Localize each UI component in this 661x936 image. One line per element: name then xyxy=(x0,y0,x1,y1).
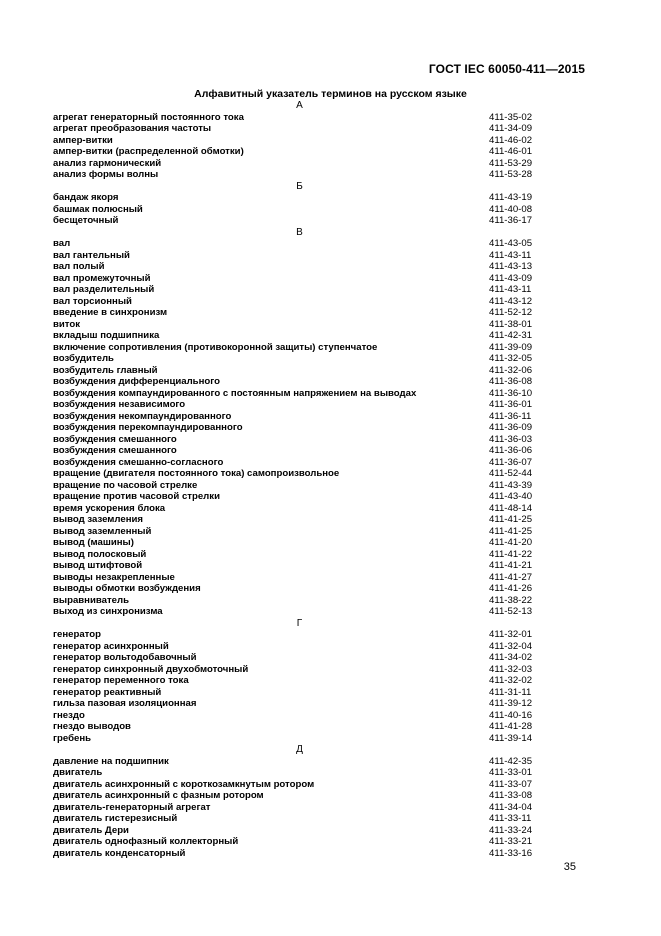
entry-term: вывод полосковый xyxy=(53,548,147,560)
section-letter: Д xyxy=(296,744,303,755)
entry-code: 411-32-06 xyxy=(489,364,533,376)
entry-code: 411-43-09 xyxy=(489,272,533,284)
index-entry xyxy=(53,112,546,124)
entry-term: возбуждения некомпаундированного xyxy=(53,410,232,422)
entry-code: 411-34-02 xyxy=(489,652,533,663)
entry-code: 411-36-09 xyxy=(489,422,533,433)
entry-term: вывод заземления xyxy=(53,514,143,525)
entry-term: генератор вольтодобавочный xyxy=(53,652,197,663)
entry-term: генератор синхронный двухобмоточный xyxy=(53,663,249,675)
index-entry xyxy=(53,123,546,135)
entry-code: 411-33-21 xyxy=(489,836,533,847)
entry-code: 411-38-22 xyxy=(489,594,533,606)
entry-term: анализ гармонический xyxy=(53,157,162,169)
entry-term: гребень xyxy=(53,732,92,744)
entry-code: 411-36-07 xyxy=(489,456,533,468)
entry-code: 411-42-35 xyxy=(489,755,533,767)
entry-term: анализ формы волны xyxy=(53,169,159,180)
entry-code: 411-42-31 xyxy=(489,330,533,341)
entry-code: 411-36-17 xyxy=(489,215,533,226)
entry-code: 411-41-25 xyxy=(489,514,533,525)
entry-term: ампер-витки (распределенной обмотки) xyxy=(53,146,244,157)
entry-term: вал разделительный xyxy=(53,284,155,295)
index-entry xyxy=(53,192,546,204)
entry-code: 411-36-08 xyxy=(489,376,533,387)
term-index xyxy=(53,100,546,859)
entry-term: вращение (двигателя постоянного тока) самопроизвольное xyxy=(53,468,340,479)
entry-term: бесщеточный xyxy=(53,215,119,226)
entry-term: выводы обмотки возбуждения xyxy=(53,583,201,594)
entry-term: вал гантельный xyxy=(53,249,130,261)
entry-term: возбуждения независимого xyxy=(53,399,186,410)
entry-term: двигатель Дери xyxy=(53,824,129,836)
index-entry xyxy=(53,422,546,434)
entry-code: 411-33-01 xyxy=(489,767,533,778)
index-entry xyxy=(53,537,546,549)
entry-term: давление на подшипник xyxy=(53,755,169,767)
index-entry xyxy=(53,687,546,699)
index-entry xyxy=(53,135,546,147)
index-entry xyxy=(53,813,546,825)
index-entry xyxy=(53,652,546,664)
entry-term: двигатель однофазный коллекторный xyxy=(53,836,239,847)
entry-term: возбудитель главный xyxy=(53,364,158,376)
entry-term: вывод (машины) xyxy=(53,537,134,548)
index-entry xyxy=(53,238,546,250)
entry-term: вал xyxy=(53,238,71,249)
page-number: 35 xyxy=(563,861,576,873)
entry-code: 411-31-11 xyxy=(489,686,532,698)
index-entry xyxy=(53,675,546,687)
entry-code: 411-43-11 xyxy=(489,249,532,261)
entry-term: ампер-витки xyxy=(53,134,113,146)
entry-code: 411-32-05 xyxy=(489,353,533,364)
entry-code: 411-43-12 xyxy=(489,295,533,307)
index-entry xyxy=(53,514,546,526)
index-entry xyxy=(53,721,546,733)
entry-code: 411-46-01 xyxy=(489,146,533,157)
entry-code: 411-33-16 xyxy=(489,847,533,859)
index-entry xyxy=(53,710,546,722)
entry-code: 411-41-25 xyxy=(489,525,533,537)
section-letter: В xyxy=(296,226,303,238)
entry-term: генератор переменного тока xyxy=(53,675,189,686)
entry-code: 411-36-10 xyxy=(489,387,533,399)
entry-term: введение в синхронизм xyxy=(53,307,168,318)
entry-term: башмак полюсный xyxy=(53,203,143,215)
index-entry xyxy=(53,445,546,457)
entry-term: гнездо xyxy=(53,709,85,721)
index-entry xyxy=(53,560,546,572)
index-entry xyxy=(53,376,546,388)
index-entry xyxy=(53,319,546,331)
entry-code: 411-43-11 xyxy=(489,284,532,295)
entry-term: вращение против часовой стрелки xyxy=(53,491,220,502)
index-entry xyxy=(53,215,546,227)
index-entry xyxy=(53,572,546,584)
index-entry xyxy=(53,284,546,296)
entry-term: возбуждения смешанного xyxy=(53,445,177,456)
entry-term: двигатель гистерезисный xyxy=(53,813,178,824)
index-entry xyxy=(53,836,546,848)
entry-term: генератор асинхронный xyxy=(53,640,169,652)
index-entry xyxy=(53,825,546,837)
entry-term: возбуждения смешанно-согласного xyxy=(53,456,224,468)
entry-term: агрегат преобразования частоты xyxy=(53,123,212,134)
entry-code: 411-39-14 xyxy=(489,732,533,744)
entry-term: вал промежуточный xyxy=(53,272,151,284)
index-entry xyxy=(53,468,546,480)
entry-code: 411-48-14 xyxy=(489,502,533,514)
entry-code: 411-38-01 xyxy=(489,318,533,330)
entry-code: 411-41-27 xyxy=(489,571,533,583)
entry-term: возбуждения компаундированного с постоянным напряжением на выводах xyxy=(53,387,417,399)
entry-code: 411-40-08 xyxy=(489,203,533,215)
index-entry xyxy=(53,399,546,411)
index-title: Алфавитный указатель терминов на русском языке xyxy=(194,88,467,100)
entry-term: двигатель-генераторный агрегат xyxy=(53,801,211,813)
entry-code: 411-40-16 xyxy=(489,709,533,721)
entry-term: гильза пазовая изоляционная xyxy=(53,698,197,709)
index-entry xyxy=(53,204,546,216)
entry-term: возбуждения смешанного xyxy=(53,433,177,445)
entry-code: 411-33-11 xyxy=(489,813,532,824)
entry-code: 411-41-22 xyxy=(489,548,533,560)
entry-term: выводы незакрепленные xyxy=(53,571,175,583)
index-entry xyxy=(53,365,546,377)
index-entry xyxy=(53,169,546,181)
entry-code: 411-52-44 xyxy=(489,468,533,479)
entry-code: 411-34-09 xyxy=(489,123,533,134)
index-entry xyxy=(53,480,546,492)
entry-code: 411-41-26 xyxy=(489,583,533,594)
section-letter: Г xyxy=(296,617,303,629)
entry-code: 411-43-19 xyxy=(489,192,533,203)
entry-code: 411-34-04 xyxy=(489,801,533,813)
entry-term: двигатель конденсаторный xyxy=(53,847,186,859)
entry-code: 411-39-12 xyxy=(489,698,533,709)
entry-term: вращение по часовой стрелке xyxy=(53,479,198,491)
standard-header: ГОСТ IEC 60050-411—2015 xyxy=(428,62,585,76)
index-entry xyxy=(53,848,546,860)
index-entry xyxy=(53,388,546,400)
entry-code: 411-36-06 xyxy=(489,445,533,456)
entry-term: вал полый xyxy=(53,261,105,272)
entry-code: 411-52-12 xyxy=(489,307,533,318)
entry-term: вал торсионный xyxy=(53,295,132,307)
entry-code: 411-32-04 xyxy=(489,640,533,652)
entry-code: 411-33-07 xyxy=(489,778,533,790)
index-entry xyxy=(53,733,546,745)
entry-code: 411-41-21 xyxy=(489,560,533,571)
entry-term: вывод заземленный xyxy=(53,525,152,537)
entry-term: гнездо выводов xyxy=(53,721,131,732)
entry-code: 411-36-11 xyxy=(489,410,532,422)
entry-term: агрегат генераторный постоянного тока xyxy=(53,111,244,123)
index-entry xyxy=(53,664,546,676)
index-entry xyxy=(53,779,546,791)
entry-code: 411-41-28 xyxy=(489,721,533,732)
section-letter: Б xyxy=(296,180,303,192)
index-entry xyxy=(53,629,546,641)
index-entry xyxy=(53,307,546,319)
index-entry xyxy=(53,491,546,503)
entry-term: двигатель асинхронный с короткозамкнутым ротором xyxy=(53,778,315,790)
index-entry xyxy=(53,698,546,710)
index-entry xyxy=(53,549,546,561)
entry-term: двигатель xyxy=(53,767,103,778)
entry-code: 411-46-02 xyxy=(489,134,533,146)
index-entry xyxy=(53,802,546,814)
index-entry xyxy=(53,503,546,515)
index-entry xyxy=(53,767,546,779)
entry-term: включение сопротивления (противокоронной защиты) ступенчатое xyxy=(53,341,378,353)
entry-code: 411-43-05 xyxy=(489,238,533,249)
entry-term: бандаж якоря xyxy=(53,192,119,203)
entry-code: 411-36-01 xyxy=(489,399,533,410)
entry-code: 411-35-02 xyxy=(489,111,533,123)
index-entry xyxy=(53,606,546,618)
index-entry xyxy=(53,261,546,273)
entry-term: возбуждения дифференциального xyxy=(53,376,220,387)
entry-code: 411-33-24 xyxy=(489,824,533,836)
entry-term: вкладыш подшипника xyxy=(53,330,160,341)
index-entry xyxy=(53,273,546,285)
index-entry xyxy=(53,250,546,262)
index-entry xyxy=(53,296,546,308)
index-entry xyxy=(53,595,546,607)
index-entry xyxy=(53,756,546,768)
entry-code: 411-32-01 xyxy=(489,629,533,640)
entry-term: возбудитель xyxy=(53,353,114,364)
entry-term: время ускорения блока xyxy=(53,502,166,514)
index-entry xyxy=(53,526,546,538)
index-entry xyxy=(53,342,546,354)
entry-term: двигатель асинхронный с фазным ротором xyxy=(53,790,264,801)
index-entry xyxy=(53,411,546,423)
section-letter: А xyxy=(296,100,303,111)
entry-term: генератор xyxy=(53,629,101,640)
entry-code: 411-43-13 xyxy=(489,261,533,272)
index-entry xyxy=(53,146,546,158)
index-entry xyxy=(53,790,546,802)
index-entry xyxy=(53,158,546,170)
entry-term: виток xyxy=(53,318,81,330)
entry-code: 411-43-39 xyxy=(489,479,533,491)
entry-term: генератор реактивный xyxy=(53,686,162,698)
entry-code: 411-39-09 xyxy=(489,341,533,353)
entry-code: 411-53-28 xyxy=(489,169,533,180)
entry-code: 411-53-29 xyxy=(489,157,533,169)
entry-code: 411-32-02 xyxy=(489,675,533,686)
entry-code: 411-52-13 xyxy=(489,606,533,617)
index-entry xyxy=(53,641,546,653)
entry-term: выравниватель xyxy=(53,594,130,606)
entry-term: возбуждения перекомпаундированного xyxy=(53,422,243,433)
entry-term: вывод штифтовой xyxy=(53,560,143,571)
entry-code: 411-32-03 xyxy=(489,663,533,675)
index-entry xyxy=(53,434,546,446)
entry-code: 411-43-40 xyxy=(489,491,533,502)
index-entry xyxy=(53,583,546,595)
entry-code: 411-41-20 xyxy=(489,537,533,548)
index-entry xyxy=(53,330,546,342)
index-entry xyxy=(53,457,546,469)
entry-code: 411-36-03 xyxy=(489,433,533,445)
index-entry xyxy=(53,353,546,365)
entry-code: 411-33-08 xyxy=(489,790,533,801)
entry-term: выход из синхронизма xyxy=(53,606,163,617)
